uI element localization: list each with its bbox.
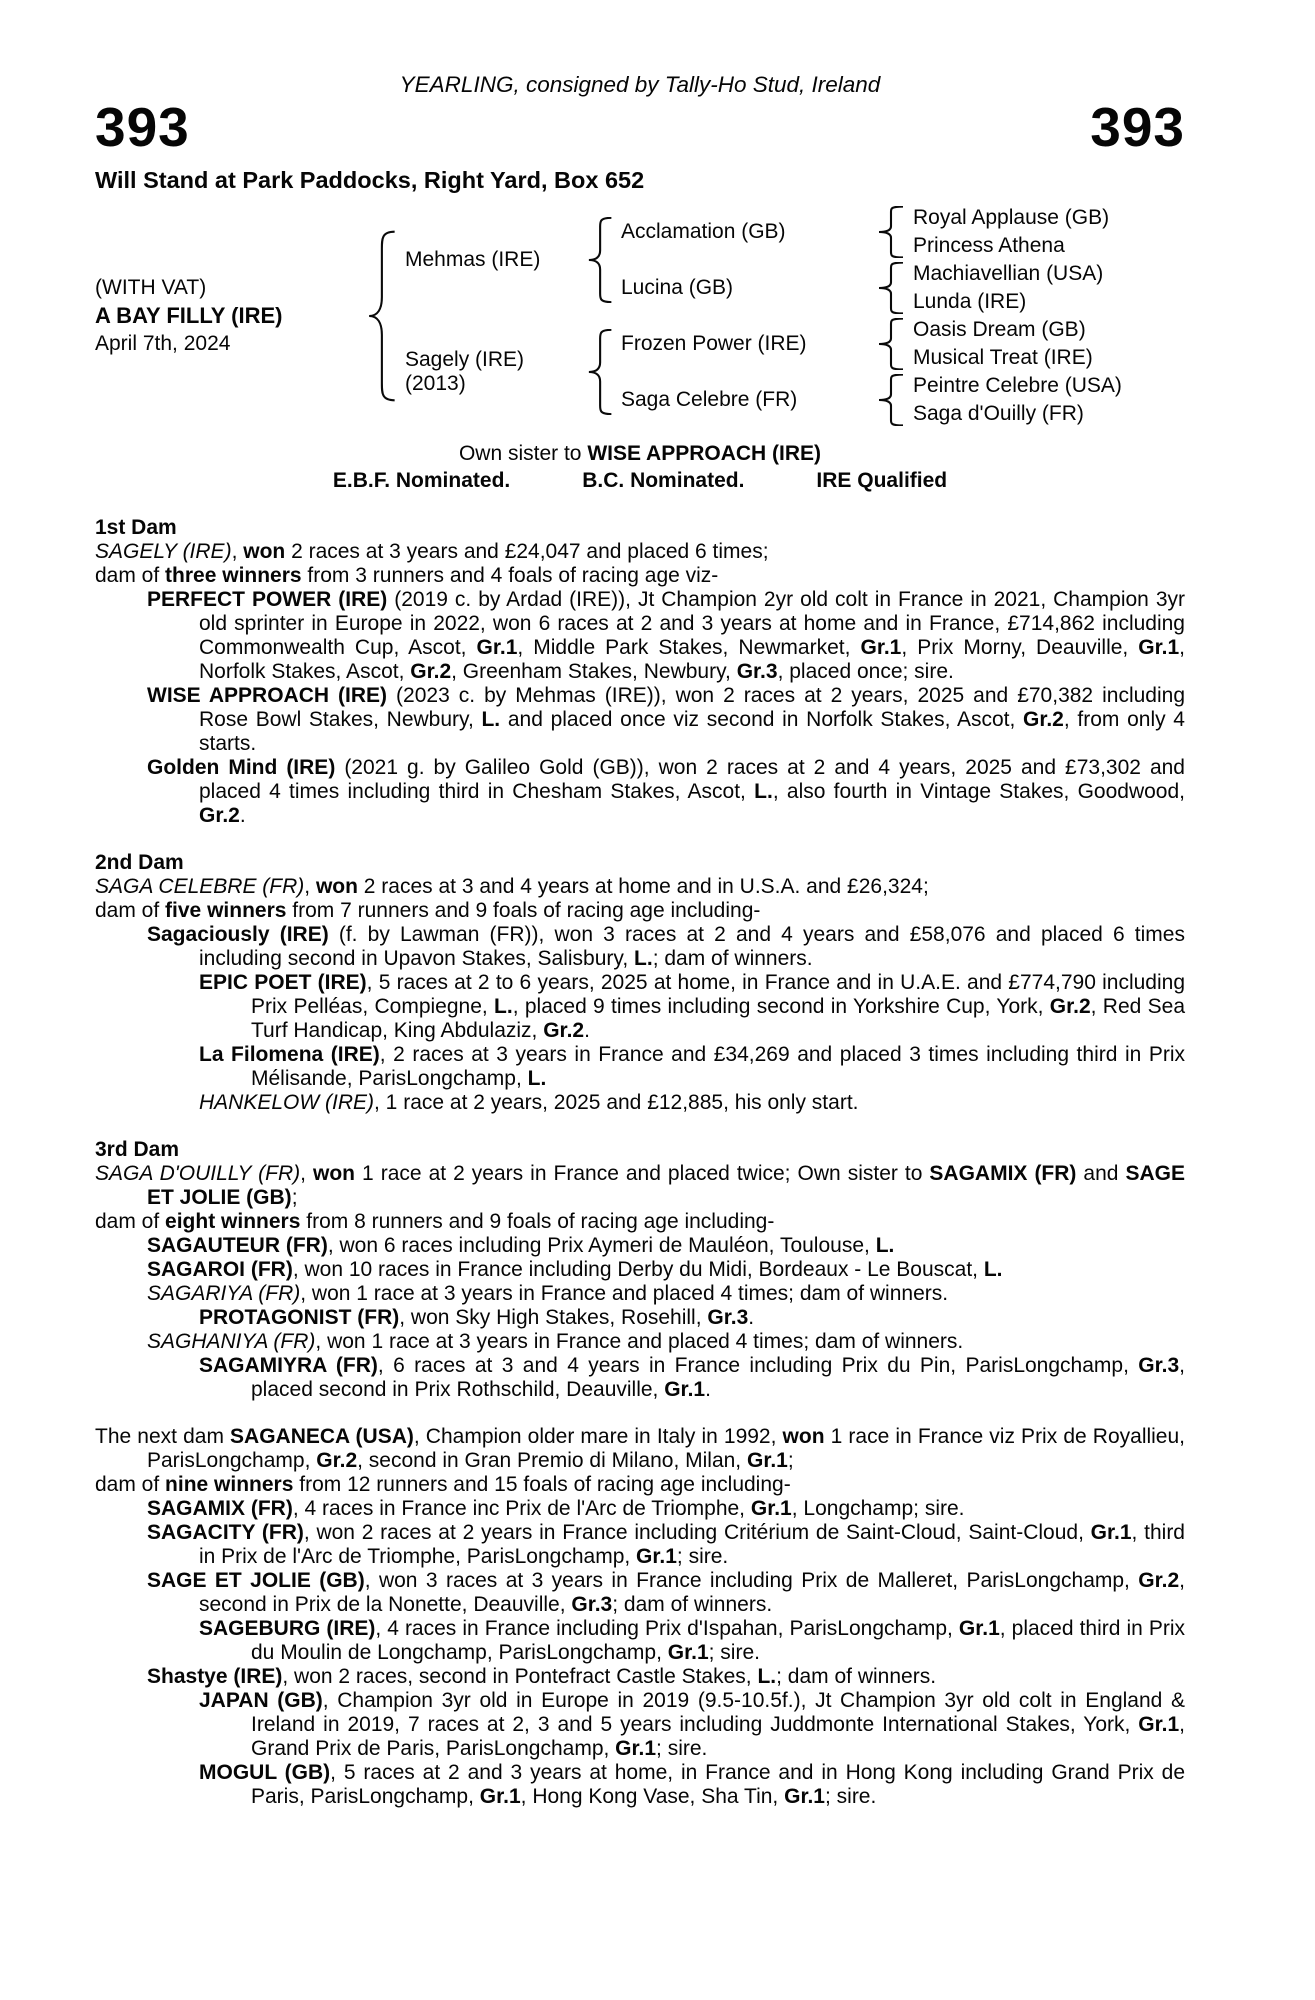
text-run: ; sire. (676, 1545, 729, 1568)
brace-icon (583, 316, 621, 428)
catalogue-paragraph (95, 971, 1185, 1043)
catalogue-paragraph (95, 1234, 1185, 1258)
subject-block (95, 204, 363, 428)
text-run: La Filomena (IRE) (199, 1043, 380, 1066)
granddam-name: Saga Celebre (FR) (621, 388, 798, 411)
text-run: SAGARIYA (FR) (147, 1282, 301, 1305)
text-run: Gr.1 (664, 1378, 706, 1401)
text-run: PERFECT POWER (IRE) (147, 588, 388, 611)
subject-name: A BAY FILLY (IRE) (95, 303, 283, 328)
text-run: Gr.1 (746, 1449, 788, 1472)
text-run: , won Sky High Stakes, Rosehill, (399, 1306, 708, 1329)
section-heading: 3rd Dam (95, 1138, 180, 1161)
pedigree-details (95, 516, 1185, 1809)
text-run: Gr.3 (571, 1593, 613, 1616)
text-run: , placed 9 times including second in Yorkshire Cup, York, (512, 995, 1050, 1018)
text-run: SAGA D'OUILLY (FR) (95, 1162, 301, 1185)
text-run: L. (983, 1258, 1003, 1281)
text-run: Gr.2 (1049, 995, 1091, 1018)
great-grandparent-name: Musical Treat (IRE) (913, 346, 1093, 369)
brace-icon (873, 316, 913, 372)
text-run: L. (754, 780, 773, 803)
text-run: SAGAROI (FR) (147, 1258, 293, 1281)
text-run: , third in Prix de l'Arc de Triomphe, ParisLongchamp, (199, 1521, 1185, 1568)
catalogue-paragraph (95, 875, 1185, 899)
text-run: , Greenham Stakes, Newbury, (451, 660, 737, 683)
text-run: Gr.1 (615, 1737, 657, 1760)
text-run: MOGUL (GB) (199, 1761, 331, 1784)
catalogue-paragraph (95, 564, 1185, 588)
text-run: L. (527, 1067, 547, 1090)
text-run: , also fourth in Vintage Stakes, Goodwood, (772, 780, 1185, 803)
text-run: , placed second in Prix Rothschild, Deauville, (251, 1354, 1185, 1401)
text-run: , Hong Kong Vase, Sha Tin, (520, 1785, 785, 1808)
great-grandparent-name: Saga d'Ouilly (FR) (913, 402, 1084, 425)
great-grandparent-name: Princess Athena (913, 234, 1065, 257)
catalogue-paragraph (95, 1258, 1185, 1282)
catalogue-paragraph (95, 756, 1185, 828)
text-run: Gr.2 (199, 804, 240, 827)
text-run: Gr.1 (784, 1785, 825, 1808)
brace-icon (873, 204, 913, 260)
text-run: L. (634, 947, 653, 970)
text-run: , 5 races at 2 and 3 years at home, in France and in Hong Kong including Grand Prix de Paris, ParisLongchamp, (251, 1761, 1185, 1808)
text-run: 2 races at 3 and 4 years at home and in U.S.A. and £26,324; (357, 875, 929, 898)
text-run: SAGAMIX (FR) (929, 1162, 1077, 1185)
brace-icon (873, 372, 913, 428)
text-run: Gr.3 (707, 1306, 749, 1329)
sire-name: Mehmas (IRE) (405, 248, 541, 271)
catalogue-paragraph (95, 1091, 1185, 1115)
text-run: SAGEBURG (IRE) (199, 1617, 376, 1640)
text-run: JAPAN (GB) (199, 1689, 323, 1712)
catalogue-paragraph (95, 1665, 1185, 1689)
text-run: , Norfolk Stakes, Ascot, (199, 636, 1186, 683)
text-run: won (782, 1425, 825, 1448)
text-run: dam of (95, 899, 166, 922)
text-run: , placed once; sire. (777, 660, 954, 683)
catalogue-paragraph (95, 1473, 1185, 1497)
text-run: HANKELOW (IRE) (199, 1091, 375, 1114)
text-run: L. (494, 995, 513, 1018)
catalogue-paragraph (95, 1043, 1185, 1091)
text-run: , second in Gran Premio di Milano, Milan, (357, 1449, 747, 1472)
text-run: Gr.3 (1138, 1354, 1180, 1377)
text-run: nine winners (165, 1473, 294, 1496)
text-run: Gr.1 (476, 636, 518, 659)
section-heading: 2nd Dam (95, 851, 184, 874)
own-sister-line (95, 442, 1185, 466)
great-grandparent-name: Oasis Dream (GB) (913, 318, 1086, 341)
text-run: ; sire. (824, 1785, 877, 1808)
text-run: Gr.2 (410, 660, 452, 683)
text-run: from 7 runners and 9 foals of racing age including- (286, 899, 761, 922)
brace-icon (583, 204, 621, 316)
catalogue-paragraph (95, 1162, 1185, 1210)
text-run: Gr.2 (316, 1449, 358, 1472)
text-run: Gr.1 (1138, 636, 1180, 659)
brace-icon (363, 204, 405, 428)
text-run: SAGHANIYA (FR) (147, 1330, 316, 1353)
text-run: ; sire. (708, 1641, 760, 1664)
text-run: SAGA CELEBRE (FR) (95, 875, 305, 898)
text-run: five winners (165, 899, 287, 922)
catalogue-paragraph (95, 1282, 1185, 1306)
text-run: , Middle Park Stakes, Newmarket, (517, 636, 861, 659)
text-run: won (313, 1162, 356, 1185)
text-run: Shastye (IRE) (147, 1665, 283, 1688)
text-run: , (300, 1162, 314, 1185)
great-grandparent-name: Royal Applause (GB) (913, 206, 1110, 229)
text-run: Gr.2 (1023, 708, 1064, 731)
text-run: 1 race at 2 years in France and placed twice; Own sister to (355, 1162, 930, 1185)
text-run: ; sire. (656, 1737, 708, 1760)
text-run: , won 1 race at 3 years in France and placed 4 times; dam of winners. (300, 1282, 949, 1305)
text-run: , won 10 races in France including Derby du Midi, Bordeaux - Le Bouscat, (292, 1258, 984, 1281)
section-heading: 1st Dam (95, 516, 177, 539)
great-grandparent-name: Machiavellian (USA) (913, 262, 1104, 285)
pedigree-table (95, 204, 1185, 428)
nominations-line (95, 469, 1185, 493)
lot-number-left: 393 (95, 96, 190, 158)
text-run: Gr.1 (1090, 1521, 1132, 1544)
text-run: , won 3 races at 3 years in France including Prix de Malleret, ParisLongchamp, (364, 1569, 1139, 1592)
lot-number-right: 393 (1090, 96, 1185, 158)
catalogue-paragraph (95, 1425, 1185, 1473)
catalogue-paragraph (95, 1761, 1185, 1809)
text-run: , won 2 races at 2 years in France including Critérium de Saint-Cloud, Saint-Cloud, (303, 1521, 1091, 1544)
catalogue-paragraph (95, 1521, 1185, 1569)
grandsire-name: Frozen Power (IRE) (621, 332, 807, 355)
text-run: , Longchamp; sire. (791, 1497, 965, 1520)
text-run: , (304, 875, 316, 898)
foal-date: April 7th, 2024 (95, 332, 231, 355)
text-run: Gr.1 (958, 1617, 1000, 1640)
text-run: SAGACITY (FR) (147, 1521, 304, 1544)
text-run: . (748, 1306, 755, 1329)
catalogue-paragraph (95, 1569, 1185, 1617)
text-run: , second in Prix de la Nonette, Deauville, (199, 1569, 1185, 1616)
consignor-line: YEARLING, consigned by Tally-Ho Stud, Ireland (399, 72, 881, 97)
dam-section (95, 851, 1185, 1115)
text-run: (f. by Lawman (FR)), won 3 races at 2 and 4 years and £58,076 and placed 6 times including second in Upavon Stakes, Salisbury, (199, 923, 1185, 970)
text-run: ; dam of winners. (652, 947, 813, 970)
text-run: 2 races at 3 years and £24,047 and placed 6 times; (285, 540, 769, 563)
text-run: eight winners (165, 1210, 301, 1233)
text-run: . (705, 1378, 711, 1401)
dam-block (405, 316, 583, 428)
text-run: L. (875, 1234, 895, 1257)
great-grandparent-name: Peintre Celebre (USA) (913, 374, 1122, 397)
dam-section (95, 516, 1185, 828)
text-run: ; (787, 1449, 794, 1472)
text-run: Gr.2 (1138, 1569, 1180, 1592)
ire-qualified: IRE Qualified (816, 469, 948, 492)
text-run: won (315, 875, 358, 898)
catalogue-paragraph (95, 1354, 1185, 1402)
own-sister-prefix: Own sister to (458, 442, 588, 465)
text-run: . (239, 804, 246, 827)
text-run: from 12 runners and 15 foals of racing age including- (293, 1473, 791, 1496)
own-sister-name: WISE APPROACH (IRE) (587, 442, 822, 465)
catalogue-paragraph (95, 588, 1185, 684)
text-run: , won 6 races including Prix Aymeri de Mauléon, Toulouse, (327, 1234, 876, 1257)
text-run: , Prix Morny, Deauville, (901, 636, 1139, 659)
great-grandparent-name: Lunda (IRE) (913, 290, 1027, 313)
catalogue-paragraph (95, 923, 1185, 971)
catalogue-paragraph (95, 1617, 1185, 1665)
text-run: (2019 c. by Ardad (IRE)), Jt Champion 2yr old colt in France in 2021, Champion 3yr old sprinter in Europe in 2022, won 6 races at 2 and 3 years at home and in France, £714,862 including Commonwealth Cup, Ascot, (199, 588, 1185, 659)
text-run: dam of (95, 564, 166, 587)
text-run: and placed once viz second in Norfolk Stakes, Ascot, (500, 708, 1023, 731)
text-run: , 1 race at 2 years, 2025 and £12,885, his only start. (374, 1091, 859, 1114)
vat-note: (WITH VAT) (95, 276, 207, 299)
text-run: , (231, 540, 244, 563)
text-run: , 2 races at 3 years in France and £34,269 and placed 3 times including third in Prix Mélisande, ParisLongchamp, (251, 1043, 1185, 1090)
text-run: won (243, 540, 286, 563)
text-run: SAGE ET JOLIE (GB) (147, 1569, 365, 1592)
text-run: , 6 races at 3 and 4 years in France including Prix du Pin, ParisLongchamp, (377, 1354, 1139, 1377)
dam-section (95, 1138, 1185, 1402)
text-run: . (584, 1019, 590, 1042)
text-run: SAGELY (IRE) (95, 540, 232, 563)
text-run: Gr.2 (543, 1019, 585, 1042)
catalogue-paragraph (95, 899, 1185, 923)
text-run: , won 2 races, second in Pontefract Castle Stakes, (282, 1665, 758, 1688)
text-run: 1 race in France viz Prix de Royallieu, ParisLongchamp, (147, 1425, 1186, 1472)
catalogue-paragraph (95, 684, 1185, 756)
catalogue-paragraph (95, 1689, 1185, 1761)
text-run: ; dam of winners. (612, 1593, 773, 1616)
text-run: Gr.1 (1138, 1713, 1180, 1736)
text-run: Gr.1 (479, 1785, 521, 1808)
catalogue-paragraph (95, 1306, 1185, 1330)
text-run: , Champion older mare in Italy in 1992, (413, 1425, 783, 1448)
text-run: , 5 races at 2 to 6 years, 2025 at home, in France and in U.A.E. and £774,790 including Prix Pelléas, Compiegne, (251, 971, 1185, 1018)
text-run: SAGAUTEUR (FR) (147, 1234, 328, 1257)
text-run: SAGAMIX (FR) (147, 1497, 293, 1520)
text-run: dam of (95, 1210, 166, 1233)
text-run: Gr.1 (636, 1545, 677, 1568)
text-run: , placed third in Prix du Moulin de Longchamp, ParisLongchamp, (251, 1617, 1185, 1664)
text-run: from 3 runners and 4 foals of racing age viz- (301, 564, 719, 587)
text-run: three winners (165, 564, 302, 587)
text-run: (2023 c. by Mehmas (IRE)), won 2 races at 2 years, 2025 and £70,382 including Rose Bowl Stakes, Newbury, (199, 684, 1185, 731)
dam-section (95, 1425, 1185, 1809)
bc-nominated: B.C. Nominated. (582, 469, 745, 492)
text-run: Gr.1 (750, 1497, 792, 1520)
text-run: , 4 races in France including Prix d'Ispahan, ParisLongchamp, (375, 1617, 959, 1640)
text-run: EPIC POET (IRE) (199, 971, 367, 994)
text-run: and (1076, 1162, 1126, 1185)
text-run: Gr.3 (736, 660, 778, 683)
catalogue-paragraph (95, 1497, 1185, 1521)
catalogue-paragraph (95, 1210, 1185, 1234)
catalogue-paragraph (95, 1330, 1185, 1354)
text-run: Gr.1 (667, 1641, 709, 1664)
text-run: SAGE ET JOLIE (GB) (147, 1162, 1185, 1209)
text-run: (2021 g. by Galileo Gold (GB)), won 2 races at 2 and 4 years, 2025 and £73,302 and placed 4 times including third in Chesham Stakes, Ascot, (199, 756, 1185, 803)
text-run: , won 1 race at 3 years in France and placed 4 times; dam of winners. (315, 1330, 964, 1353)
lot-number-row (95, 96, 1185, 158)
text-run: PROTAGONIST (FR) (199, 1306, 400, 1329)
text-run: , 4 races in France inc Prix de l'Arc de Triomphe, (292, 1497, 751, 1520)
text-run: L. (481, 708, 501, 731)
text-run: Gr.1 (860, 636, 902, 659)
text-run: , Red Sea Turf Handicap, King Abdulaziz, (251, 995, 1185, 1042)
catalogue-paragraph (95, 540, 1185, 564)
text-run: from 8 runners and 9 foals of racing age including- (300, 1210, 775, 1233)
text-run: , from only 4 starts. (199, 708, 1185, 755)
text-run: , Champion 3yr old in Europe in 2019 (9.5-10.5f.), Jt Champion 3yr old colt in England & Ireland in 2019, 7 races at 2, 3 and 5 years including Juddmonte International Stakes, York, (251, 1689, 1185, 1736)
text-run: Sagaciously (IRE) (147, 923, 329, 946)
text-run: ; dam of winners. (776, 1665, 937, 1688)
text-run: The next dam (95, 1425, 231, 1448)
text-run: dam of (95, 1473, 166, 1496)
stand-location-line: Will Stand at Park Paddocks, Right Yard, Box 652 (95, 167, 645, 193)
ebf-nominated: E.B.F. Nominated. (332, 469, 511, 492)
dam-year: (2013) (405, 372, 466, 395)
text-run: , Grand Prix de Paris, ParisLongchamp, (251, 1713, 1185, 1760)
granddam-name: Lucina (GB) (621, 276, 734, 299)
text-run: SAGAMIYRA (FR) (199, 1354, 378, 1377)
brace-icon (873, 260, 913, 316)
text-run: ; (291, 1186, 298, 1209)
text-run: Golden Mind (IRE) (147, 756, 336, 779)
dam-name: Sagely (IRE) (405, 348, 525, 371)
text-run: WISE APPROACH (IRE) (147, 684, 388, 707)
text-run: SAGANECA (USA) (230, 1425, 414, 1448)
grandsire-name: Acclamation (GB) (621, 220, 786, 243)
text-run: L. (757, 1665, 777, 1688)
